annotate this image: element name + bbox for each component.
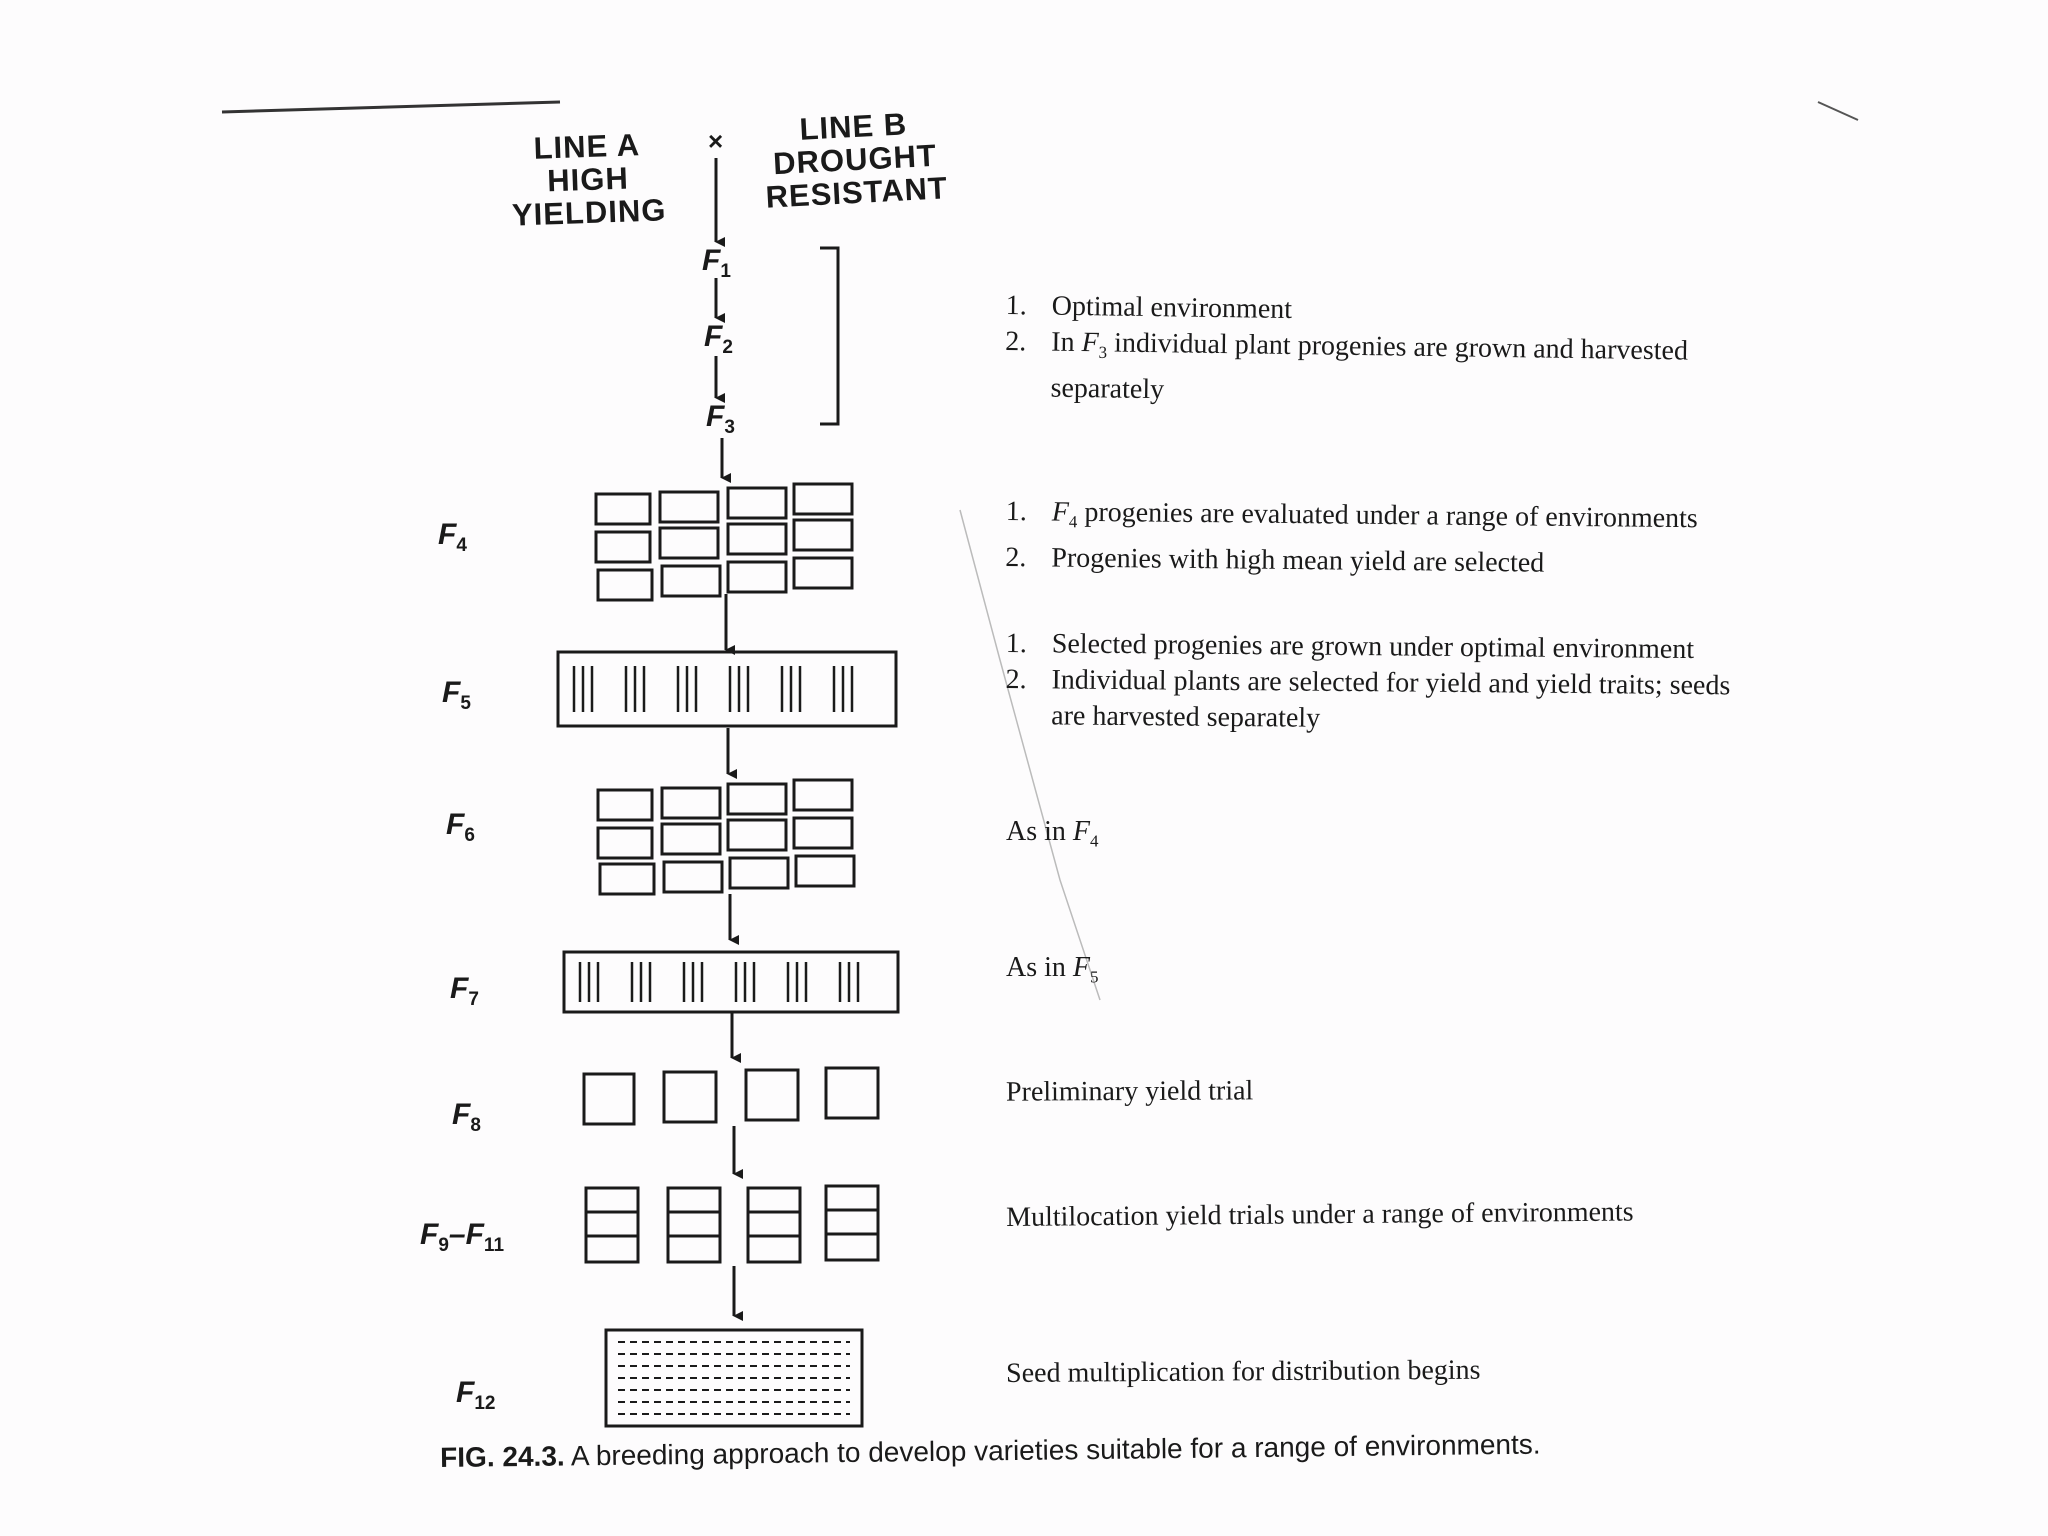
cross-symbol: × <box>708 126 724 156</box>
note-f5-item-2: 2. Individual plants are selected for yield and yield traits; seeds <box>1005 663 1731 702</box>
gen-label-f12: $F_{12}$ <box>456 1376 496 1414</box>
note-f1-f3-item-1: 1. Optimal environment <box>1005 289 1293 325</box>
f5-row-plot <box>558 652 896 726</box>
note-f6: As in $F_4$ <box>1006 816 1099 851</box>
gen-label-f1: $F_1$ <box>702 244 731 282</box>
note-f5 <box>1005 626 1731 740</box>
note-f4-item-2: 2. Progenies with high mean yield are selected <box>1005 541 1545 579</box>
parent-line-b: LINE B DROUGHT RESISTANT <box>764 106 949 215</box>
note-f1-f3-item-2-cont: separately <box>1050 372 1165 405</box>
gen-label-f5: $F_5$ <box>442 676 471 714</box>
gen-label-f2: $F_2$ <box>704 320 733 358</box>
gen-label-f7: $F_7$ <box>450 972 479 1010</box>
f7-plant-rows <box>580 962 858 1002</box>
f4-plot-grid <box>596 484 852 600</box>
scan-artifact-line <box>960 510 1100 1000</box>
f9-f11-trial-plots <box>586 1186 878 1262</box>
f6-plot-grid <box>598 780 854 894</box>
note-f5-item-1: 1. Selected progenies are grown under optimal environment <box>1005 627 1695 666</box>
f8-trial-plots <box>584 1068 878 1124</box>
note-f1-f3 <box>1004 288 1688 415</box>
f1-f3-bracket <box>820 248 838 424</box>
note-f1-f3-item-2: 2. In $F_3$ individual plant progenies are grown and harvested <box>1005 325 1689 367</box>
note-f7: As in $F_5$ <box>1006 952 1099 987</box>
note-f4 <box>1005 494 1698 583</box>
figure-caption-label: FIG. 24.3. <box>440 1440 565 1473</box>
page-top-rule-right <box>1818 102 1858 120</box>
page-top-rule <box>222 102 560 112</box>
note-f12: Seed multiplication for distribution begins <box>1006 1354 1481 1389</box>
f5-plant-rows <box>574 666 852 712</box>
gen-label-f6: $F_6$ <box>446 808 475 846</box>
gen-label-f4: $F_4$ <box>438 518 467 556</box>
gen-label-f3: $F_3$ <box>706 400 735 438</box>
note-f8: Preliminary yield trial <box>1005 1075 1254 1108</box>
note-f5-item-2-cont: are harvested separately <box>1051 700 1321 734</box>
gen-label-f9-f11: $F_9-F_{11}$ <box>420 1218 505 1256</box>
note-f9-f11: Multilocation yield trials under a range of environments <box>1006 1196 1634 1233</box>
gen-label-f8: $F_8$ <box>452 1098 481 1136</box>
parent-line-a: LINE A HIGH YIELDING <box>511 127 667 233</box>
note-f4-item-1: 1. $F_4$ progenies are evaluated under a range of environments <box>1005 495 1698 535</box>
f12-field-rows <box>618 1342 850 1414</box>
figure-caption-text: A breeding approach to develop varieties suitable for a range of environments. <box>564 1428 1541 1472</box>
